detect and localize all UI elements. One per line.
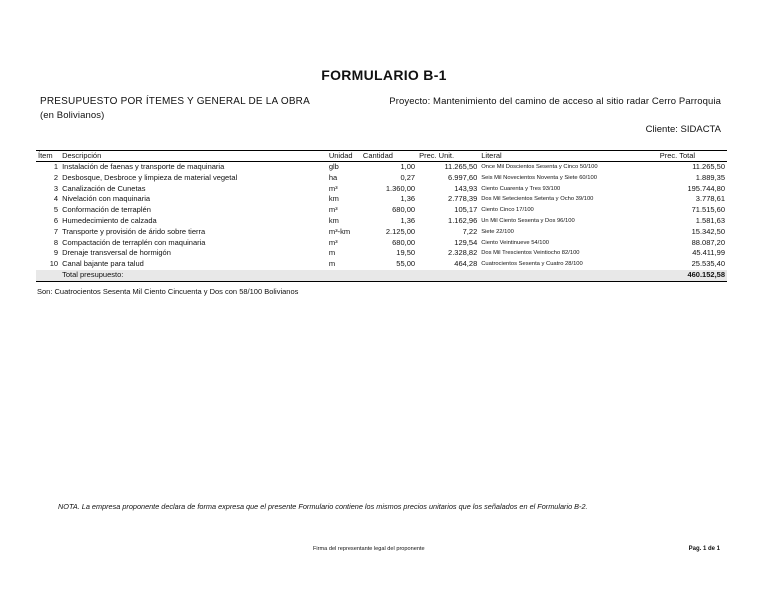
table-row <box>36 184 727 195</box>
total-value: 460.152,58 <box>658 270 727 281</box>
cell-quantity: 1,36 <box>400 216 416 226</box>
cell-item: 10 <box>49 259 59 269</box>
cell-item: 4 <box>53 194 59 204</box>
cell-unit: km <box>328 216 339 226</box>
cell-unit-price: 129,54 <box>454 237 478 247</box>
cell-literal: Once Mil Doscientos Sesenta y Cinco 50/100 <box>481 164 598 171</box>
budget-subtitle: PRESUPUESTO POR ÍTEMES Y GENERAL DE LA OBRA <box>40 96 310 107</box>
cell-quantity: 680,00 <box>392 237 416 247</box>
col-header-total-price: Prec. Total <box>658 151 727 162</box>
cell-unit: m³ <box>328 237 338 247</box>
cell-description: Compactación de terraplén con maquinaria <box>62 237 206 247</box>
cell-item: 7 <box>53 226 59 236</box>
cell-quantity: 19,50 <box>396 248 416 258</box>
cell-description: Conformación de terraplén <box>62 205 151 215</box>
client-name: Cliente: SIDACTA <box>645 124 721 135</box>
cell-unit: m³ <box>328 183 338 193</box>
col-header-item: Ítem <box>36 151 60 162</box>
cell-description: Nivelación con maquinaria <box>62 194 151 204</box>
cell-unit-price: 1.162,96 <box>448 216 478 226</box>
cell-total-price: 88.087,20 <box>691 237 725 247</box>
cell-quantity: 1,00 <box>400 162 416 172</box>
cell-description: Canalización de Cunetas <box>62 183 146 193</box>
cell-description: Humedecimiento de calzada <box>62 216 157 226</box>
cell-item: 6 <box>53 216 59 226</box>
cell-quantity: 680,00 <box>392 205 416 215</box>
cell-item: 5 <box>53 205 59 215</box>
cell-description: Desbosque, Desbroce y limpieza de material vegetal <box>62 172 238 182</box>
cell-item: 2 <box>53 172 59 182</box>
cell-literal: Ciento Cinco 17/100 <box>481 207 534 214</box>
cell-unit: m³-km <box>328 226 351 236</box>
cell-unit: km <box>328 194 339 204</box>
table-row <box>36 216 727 227</box>
form-title: FORMULARIO B-1 <box>321 67 447 83</box>
cell-item: 9 <box>53 248 59 258</box>
table-row <box>36 259 727 270</box>
budget-table <box>36 150 727 282</box>
table-row <box>36 227 727 238</box>
page-number: Pag. 1 de 1 <box>688 546 720 552</box>
cell-total-price: 195.744,80 <box>687 183 725 193</box>
table-header-row <box>36 151 727 162</box>
cell-literal: Ciento Veintinueve 54/100 <box>481 239 549 246</box>
cell-unit-price: 7,22 <box>462 226 478 236</box>
total-row <box>36 270 727 281</box>
cell-total-price: 45.411,99 <box>692 248 725 258</box>
cell-quantity: 55,00 <box>396 259 416 269</box>
cell-description: Drenaje transversal de hormigón <box>62 248 171 258</box>
cell-unit: glb <box>328 162 339 172</box>
table-row <box>36 162 727 173</box>
table-row <box>36 194 727 205</box>
cell-unit: m <box>328 248 336 258</box>
cell-unit: m <box>328 259 336 269</box>
total-label: Total presupuesto: <box>60 270 658 281</box>
signature-caption: Firma del representante legal del proponente <box>313 546 425 552</box>
cell-literal: Seis Mil Novecientos Noventa y Siete 60/100 <box>481 174 597 181</box>
cell-unit: ha <box>328 172 338 182</box>
total-spacer <box>36 270 60 281</box>
cell-item: 3 <box>53 183 59 193</box>
cell-total-price: 11.265,50 <box>692 162 725 172</box>
cell-unit: m³ <box>328 205 338 215</box>
cell-unit-price: 464,28 <box>454 259 478 269</box>
cell-description: Transporte y provisión de árido sobre tierra <box>62 226 206 236</box>
cell-description: Instalación de faenas y transporte de maquinaria <box>62 162 225 172</box>
cell-literal: Ciento Cuarenta y Tres 93/100 <box>481 185 561 192</box>
col-header-quantity: Cantidad <box>361 151 417 162</box>
col-header-unit-price: Prec. Unit. <box>417 151 479 162</box>
cell-unit-price: 143,93 <box>454 183 478 193</box>
cell-unit-price: 11.265,50 <box>444 162 478 172</box>
cell-description: Canal bajante para talud <box>62 259 144 269</box>
cell-total-price: 1.889,35 <box>695 172 725 182</box>
table-row <box>36 248 727 259</box>
cell-quantity: 1.360,00 <box>385 183 416 193</box>
table-row <box>36 173 727 184</box>
cell-total-price: 15.342,50 <box>691 226 725 236</box>
cell-item: 8 <box>53 237 59 247</box>
cell-literal: Dos Mil Setecientos Setenta y Ocho 39/100 <box>481 196 594 203</box>
col-header-description: Descripción <box>60 151 327 162</box>
cell-literal: Siete 22/100 <box>481 228 514 235</box>
cell-literal: Dos Mil Trescientos Veintiocho 82/100 <box>481 250 580 257</box>
cell-total-price: 1.581,63 <box>695 216 725 226</box>
cell-unit-price: 2.778,39 <box>448 194 478 204</box>
cell-quantity: 1,36 <box>400 194 416 204</box>
currency-note: (en Bolivianos) <box>40 110 105 121</box>
cell-total-price: 3.778,61 <box>695 194 725 204</box>
cell-quantity: 2.125,00 <box>385 226 416 236</box>
cell-total-price: 25.535,40 <box>691 259 725 269</box>
cell-quantity: 0,27 <box>400 172 416 182</box>
cell-unit-price: 105,17 <box>454 205 478 215</box>
cell-literal: Un Mil Ciento Sesenta y Dos 96/100 <box>481 218 575 225</box>
table-row <box>36 205 727 216</box>
cell-unit-price: 2.328,82 <box>448 248 478 258</box>
table-row <box>36 238 727 249</box>
cell-unit-price: 6.997,60 <box>448 172 478 182</box>
cell-literal: Cuatrocientos Sesenta y Cuatro 28/100 <box>481 261 583 268</box>
amount-in-words: Son: Cuatrocientos Sesenta Mil Ciento Cincuenta y Dos con 58/100 Bolivianos <box>37 287 299 296</box>
col-header-literal: Literal <box>479 151 658 162</box>
project-name: Proyecto: Mantenimiento del camino de acceso al sitio radar Cerro Parroquia <box>389 96 721 107</box>
declaration-note: NOTA. La empresa proponente declara de forma expresa que el presente Formulario contiene los mismos precios unitarios que los señalados en el Formulario B-2. <box>58 502 588 511</box>
cell-item: 1 <box>53 162 59 172</box>
cell-total-price: 71.515,60 <box>691 205 725 215</box>
col-header-unit: Unidad <box>327 151 361 162</box>
